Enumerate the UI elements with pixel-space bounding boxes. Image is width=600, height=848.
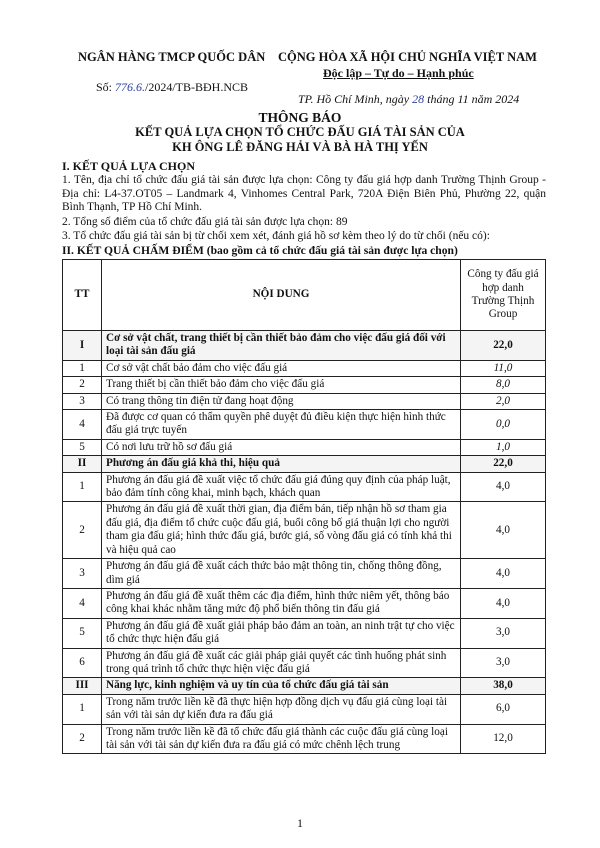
document-subtitle-1: KẾT QUẢ LỰA CHỌN TỔ CHỨC ĐẤU GIÁ TÀI SẢN CỦA (135, 125, 465, 139)
row-number: 2 (63, 724, 102, 754)
row-content: Phương án đấu giá đề xuất việc tổ chức đấu giá đúng quy định của pháp luật, bảo đảm tính công khai, minh bạch, khách quan (102, 472, 461, 502)
table-section-row (63, 456, 546, 472)
section-1-paragraph-1: 1. Tên, địa chỉ tổ chức đấu giá tài sản được lựa chọn: Công ty đấu giá hợp danh Trường Thịnh Group - Địa chỉ: L4-37.OT05 – Landmark 4, Vinhomes Central Park, 720A Điện Biên Phủ, Phường 22, quận Bình Thạnh, TP Hồ Chí Minh. (62, 174, 546, 214)
row-content: Phương án đấu giá đề xuất giải pháp bảo đảm an toàn, an ninh trật tự cho việc tổ chức thực hiện đấu giá (102, 618, 461, 648)
doc-no-handwritten: 776.6. (115, 80, 146, 94)
place-prefix: TP. Hồ Chí Minh, ngày (298, 92, 413, 106)
header-content: NỘI DUNG (102, 260, 461, 331)
row-content: Phương án đấu giá đề xuất cách thức bảo mật thông tin, chống thông đồng, dìm giá (102, 559, 461, 589)
national-motto: Độc lập – Tự do – Hạnh phúc (323, 66, 474, 80)
row-number: 1 (63, 360, 102, 376)
row-points: 6,0 (461, 694, 546, 724)
document-subtitle-2: KH ÔNG LÊ ĐĂNG HẢI VÀ BÀ HÀ THỊ YẾN (172, 140, 428, 154)
row-content: Năng lực, kinh nghiệm và uy tín của tổ chức đấu giá tài sản (102, 678, 461, 694)
organization-name: NGÂN HÀNG TMCP QUỐC DÂN (78, 50, 266, 64)
row-content: Phương án đấu giá đề xuất thêm các địa điểm, hình thức niêm yết, thông báo công khai khác nhằm tăng mức độ phổ biến thông tin đấu giá (102, 588, 461, 618)
row-points: 4,0 (461, 502, 546, 559)
table-row (63, 439, 546, 455)
row-number: III (63, 678, 102, 694)
place-day-handwritten: 28 (412, 92, 425, 106)
row-number: 3 (63, 559, 102, 589)
table-row (63, 393, 546, 409)
header-tt: TT (63, 260, 102, 331)
table-row (63, 618, 546, 648)
row-points: 2,0 (461, 393, 546, 409)
row-content: Cơ sở vật chất bảo đảm cho việc đấu giá (102, 360, 461, 376)
table-row (63, 502, 546, 559)
row-number: 4 (63, 410, 102, 440)
row-number: 1 (63, 694, 102, 724)
row-points: 3,0 (461, 618, 546, 648)
page-number: 1 (297, 816, 303, 830)
row-content: Cơ sở vật chất, trang thiết bị cần thiết bảo đảm cho việc đấu giá đối với loại tài sản đấu giá (102, 331, 461, 361)
row-points: 4,0 (461, 588, 546, 618)
row-points: 38,0 (461, 678, 546, 694)
row-points: 0,0 (461, 410, 546, 440)
doc-no-suffix: /2024/TB-BĐH.NCB (145, 80, 249, 94)
row-number: II (63, 456, 102, 472)
table-row (63, 360, 546, 376)
row-points: 22,0 (461, 456, 546, 472)
row-content: Phương án đấu giá đề xuất các giải pháp giải quyết các tình huống phát sinh trong quá trình tổ chức thực hiện việc đấu giá (102, 648, 461, 678)
row-points: 1,0 (461, 439, 546, 455)
row-number: 5 (63, 618, 102, 648)
table-row (63, 410, 546, 440)
row-number: 4 (63, 588, 102, 618)
row-points: 22,0 (461, 331, 546, 361)
row-number: 5 (63, 439, 102, 455)
section-1-paragraph-3: 3. Tổ chức đấu giá tài sản bị từ chối xem xét, đánh giá hồ sơ kèm theo lý do từ chối (nếu có): (62, 230, 490, 242)
table-section-row (63, 678, 546, 694)
document-title: THÔNG BÁO (258, 110, 342, 125)
table-row (63, 559, 546, 589)
row-number: 6 (63, 648, 102, 678)
row-number: 3 (63, 393, 102, 409)
section-2-heading: II. KẾT QUẢ CHẤM ĐIỂM (bao gồm cả tổ chức đấu giá tài sản được lựa chọn) (62, 244, 458, 257)
row-points: 4,0 (461, 559, 546, 589)
row-content: Trong năm trước liền kề đã thực hiện hợp đồng dịch vụ đấu giá cùng loại tài sản với tài sản dự kiến đưa ra đấu giá (102, 694, 461, 724)
table-section-row (63, 331, 546, 361)
row-number: I (63, 331, 102, 361)
table-row (63, 377, 546, 393)
row-points: 12,0 (461, 724, 546, 754)
row-content: Trang thiết bị cần thiết bảo đảm cho việc đấu giá (102, 377, 461, 393)
document-number (96, 80, 248, 95)
row-content: Có nơi lưu trữ hồ sơ đấu giá (102, 439, 461, 455)
section-1-paragraph-2: 2. Tổng số điểm của tổ chức đấu giá tài sản được lựa chọn: 89 (62, 216, 348, 228)
scoring-table (62, 259, 546, 754)
row-content: Phương án đấu giá đề xuất thời gian, địa điểm bán, tiếp nhận hồ sơ tham gia đấu giá, địa điểm tổ chức cuộc đấu giá, buổi công bố giá thuận lợi cho người tham gia đấu giá; hình thức đấu giá, bước giá, số vòng đấu giá có tính khả thi và hiệu quả cao (102, 502, 461, 559)
place-suffix: tháng 11 năm 2024 (424, 92, 520, 106)
row-number: 2 (63, 502, 102, 559)
row-content: Trong năm trước liền kề đã tổ chức đấu giá thành các cuộc đấu giá cùng loại tài sản với tài sản dự kiến đưa ra đấu giá có mức chênh lệch trung (102, 724, 461, 754)
table-row (63, 724, 546, 754)
table-row (63, 588, 546, 618)
row-content: Đã được cơ quan có thẩm quyền phê duyệt đủ điều kiện thực hiện hình thức đấu giá trực tuyến (102, 410, 461, 440)
row-points: 11,0 (461, 360, 546, 376)
table-header-row (63, 260, 546, 331)
row-points: 4,0 (461, 472, 546, 502)
nation-header: CỘNG HÒA XÃ HỘI CHỦ NGHĨA VIỆT NAM (278, 50, 537, 64)
header-company: Công ty đấu giá hợp danh Trường Thịnh Group (461, 260, 546, 331)
row-content: Có trang thông tin điện tử đang hoạt động (102, 393, 461, 409)
section-1-heading: I. KẾT QUẢ LỰA CHỌN (62, 159, 196, 173)
place-date (298, 92, 519, 107)
doc-no-prefix: Số: (96, 80, 116, 94)
table-row (63, 648, 546, 678)
table-row (63, 472, 546, 502)
row-number: 2 (63, 377, 102, 393)
row-points: 3,0 (461, 648, 546, 678)
row-content: Phương án đấu giá khả thi, hiệu quả (102, 456, 461, 472)
row-number: 1 (63, 472, 102, 502)
table-row (63, 694, 546, 724)
row-points: 8,0 (461, 377, 546, 393)
